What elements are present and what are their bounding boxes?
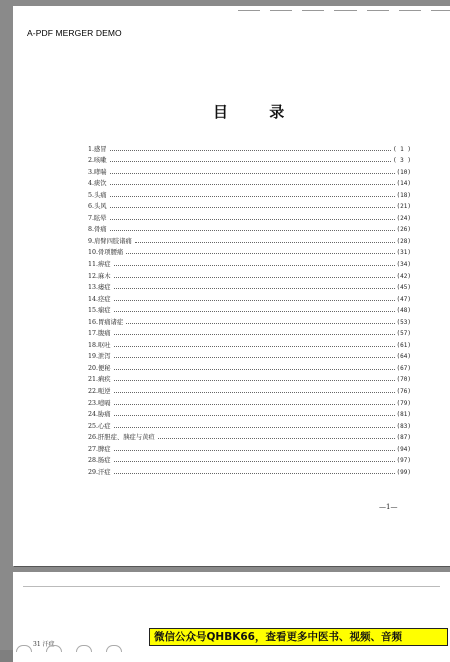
toc-entry-label: 22.呃逆 xyxy=(88,388,111,396)
toc-leader-dots xyxy=(110,150,391,151)
toc-entry-page: (24) xyxy=(396,214,411,222)
toc-leader-dots xyxy=(114,369,395,370)
toc-entry-page: (26) xyxy=(396,226,411,234)
toc-entry[interactable] xyxy=(88,360,411,372)
toc-entry[interactable] xyxy=(88,314,411,326)
toc-entry-label: 27.脾症 xyxy=(88,445,111,453)
toc-entry-page: (99) xyxy=(396,468,411,476)
toc-entry[interactable] xyxy=(88,453,411,465)
toc-entry-page: (57) xyxy=(396,330,411,338)
toc-entry-page: (42) xyxy=(396,272,411,280)
toc-leader-dots xyxy=(114,311,395,312)
watermark-text: A-PDF MERGER DEMO xyxy=(27,28,122,38)
toc-entry-label: 25.心症 xyxy=(88,422,111,430)
toc-entry-label: 11.痹症 xyxy=(88,261,111,269)
toc-leader-dots xyxy=(114,357,395,358)
toc-entry[interactable] xyxy=(88,256,411,268)
toc-entry[interactable] xyxy=(88,187,411,199)
toc-entry-label: 10.骨项腰痛 xyxy=(88,249,124,257)
toc-entry-page: (34) xyxy=(396,261,411,269)
toc-entry-label: 16.胃痛诸症 xyxy=(88,318,124,326)
page-rule xyxy=(23,586,440,587)
toc-leader-dots xyxy=(126,253,394,254)
toc-entry-page: (28) xyxy=(396,237,411,245)
toc-entry-page: (47) xyxy=(396,295,411,303)
toc-entry[interactable] xyxy=(88,337,411,349)
toc-entry-label: 2.咳嗽 xyxy=(88,157,107,165)
toc-entry-page: (10) xyxy=(396,168,411,176)
toc-leader-dots xyxy=(114,300,395,301)
toc-leader-dots xyxy=(114,415,395,416)
toc-entry-page: (14) xyxy=(396,180,411,188)
toc-leader-dots xyxy=(114,461,395,462)
toc-entry-page: (48) xyxy=(396,307,411,315)
toc-leader-dots xyxy=(114,265,395,266)
toc-leader-dots xyxy=(114,473,395,474)
toc-leader-dots xyxy=(110,173,395,174)
toc-entry[interactable] xyxy=(88,430,411,442)
toc-entry-label: 26.肝胆症、胰症与黄疸 xyxy=(88,434,155,442)
toc-entry-label: 23.噎嗝 xyxy=(88,399,111,407)
toc-entry[interactable] xyxy=(88,326,411,338)
toc-entry-page: (31) xyxy=(396,249,411,257)
page-number: —1— xyxy=(379,503,398,511)
nav-arc-icon[interactable] xyxy=(46,645,62,652)
toc-leader-dots xyxy=(110,207,395,208)
page-title: 目 录 xyxy=(213,103,303,121)
toc-entry-page: (76) xyxy=(396,388,411,396)
toc-leader-dots xyxy=(110,161,391,162)
toc-leader-dots xyxy=(158,438,395,439)
toc-entry[interactable] xyxy=(88,210,411,222)
toc-entry[interactable] xyxy=(88,303,411,315)
toc-entry[interactable] xyxy=(88,222,411,234)
toc-entry[interactable] xyxy=(88,199,411,211)
toc-entry-page: (83) xyxy=(396,422,411,430)
toc-leader-dots xyxy=(114,427,395,428)
toc-entry-label: 15.痫症 xyxy=(88,307,111,315)
toc-entry-label: 20.便秘 xyxy=(88,364,111,372)
toc-entry[interactable] xyxy=(88,349,411,361)
top-dashes xyxy=(238,10,450,12)
toc-entry-label: 21.痢疾 xyxy=(88,376,111,384)
toc-leader-dots xyxy=(114,277,395,278)
toc-entry-page: (21) xyxy=(396,203,411,211)
toc-entry-label: 24.胁痛 xyxy=(88,411,111,419)
toc-entry-label: 12.麻木 xyxy=(88,272,111,280)
toc-entry-label: 17.腹痛 xyxy=(88,330,111,338)
toc-leader-dots xyxy=(110,184,395,185)
toc-entry-label: 28.肠症 xyxy=(88,457,111,465)
toc-entry-page: (53) xyxy=(396,318,411,326)
toc-entry-page: (70) xyxy=(396,376,411,384)
toc-entry[interactable] xyxy=(88,176,411,188)
toc-entry-label: 8.骨痛 xyxy=(88,226,107,234)
toc-entry-page: (64) xyxy=(396,353,411,361)
toc-leader-dots xyxy=(110,196,395,197)
toc-entry[interactable] xyxy=(88,245,411,257)
toc-leader-dots xyxy=(114,450,395,451)
toc-entry-page: (81) xyxy=(396,411,411,419)
toc-entry[interactable] xyxy=(88,464,411,476)
toc-entry-label: 18.呕吐 xyxy=(88,341,111,349)
toc-entry-label: 4.痰饮 xyxy=(88,180,107,188)
toc-entry-page: (79) xyxy=(396,399,411,407)
toc-entry-label: 5.头痛 xyxy=(88,191,107,199)
toc-leader-dots xyxy=(126,323,394,324)
toc-entry-page: (87) xyxy=(396,434,411,442)
toc-leader-dots xyxy=(135,242,395,243)
toc-entry[interactable] xyxy=(88,233,411,245)
toc-entry[interactable] xyxy=(88,372,411,384)
toc-leader-dots xyxy=(114,392,395,393)
promo-banner: 微信公众号QHBK66，查看更多中医书、视频、音频 xyxy=(149,628,448,646)
toc-entry-label: 19.泄泻 xyxy=(88,353,111,361)
nav-arc-icon[interactable] xyxy=(106,645,122,652)
table-of-contents xyxy=(88,141,411,476)
toc-entry[interactable] xyxy=(88,153,411,165)
toc-entry-label: 13.痿症 xyxy=(88,284,111,292)
toc-entry[interactable] xyxy=(88,441,411,453)
toc-leader-dots xyxy=(114,288,395,289)
toc-entry-page: ( 1 ) xyxy=(392,145,411,153)
toc-entry-label: 6.头风 xyxy=(88,203,107,211)
toc-entry[interactable] xyxy=(88,268,411,280)
toc-entry-label: 1.感冒 xyxy=(88,145,107,153)
toc-entry[interactable] xyxy=(88,418,411,430)
toc-entry-page: (94) xyxy=(396,445,411,453)
toc-leader-dots xyxy=(114,334,395,335)
toc-entry-page: (97) xyxy=(396,457,411,465)
toc-entry[interactable] xyxy=(88,407,411,419)
toc-entry-page: ( 3 ) xyxy=(392,157,411,165)
toc-leader-dots xyxy=(114,346,395,347)
toc-entry-label: 7.眩晕 xyxy=(88,214,107,222)
toc-entry[interactable] xyxy=(88,141,411,153)
nav-arc-icon[interactable] xyxy=(16,645,32,652)
toc-entry-label: 9.肩臂四肢诸痛 xyxy=(88,237,132,245)
toc-leader-dots xyxy=(114,404,395,405)
next-page-corner-text: 31 汗症 xyxy=(33,641,55,648)
toc-entry-page: (45) xyxy=(396,284,411,292)
toc-entry[interactable] xyxy=(88,280,411,292)
toc-entry-label: 3.哮喘 xyxy=(88,168,107,176)
toc-entry-label: 14.痉症 xyxy=(88,295,111,303)
toc-entry-page: (18) xyxy=(396,191,411,199)
toc-entry-label: 29.汗症 xyxy=(88,468,111,476)
toc-leader-dots xyxy=(110,230,395,231)
toc-entry[interactable] xyxy=(88,383,411,395)
pdf-page xyxy=(13,6,450,566)
toc-entry-page: (61) xyxy=(396,341,411,349)
toc-entry[interactable] xyxy=(88,395,411,407)
toc-entry[interactable] xyxy=(88,291,411,303)
toc-leader-dots xyxy=(110,219,395,220)
toc-entry-page: (67) xyxy=(396,364,411,372)
toc-leader-dots xyxy=(114,380,395,381)
nav-arc-icon[interactable] xyxy=(76,645,92,652)
bottom-toolbar-marks xyxy=(16,645,122,652)
toc-entry[interactable] xyxy=(88,164,411,176)
